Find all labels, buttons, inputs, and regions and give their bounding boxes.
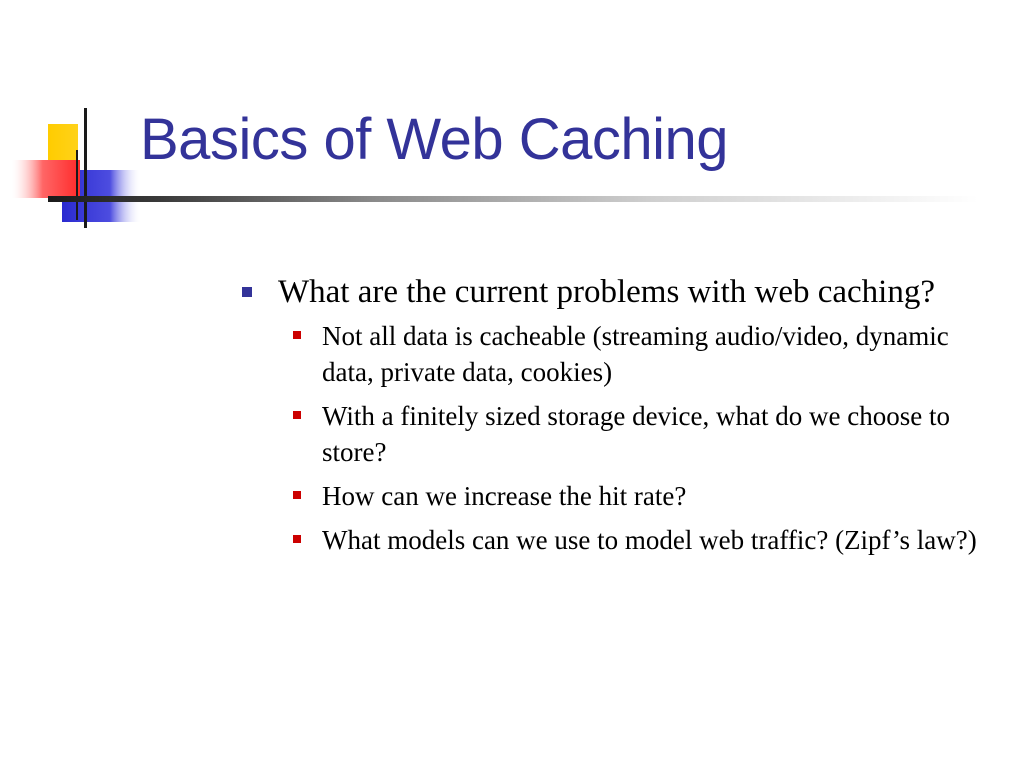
sub-bullet-item	[240, 398, 980, 470]
colored-squares-logo	[0, 0, 150, 240]
sub-bullet-item	[240, 478, 980, 514]
square-bullet-icon	[293, 411, 301, 419]
square-bullet-icon	[293, 535, 301, 543]
slide-title: Basics of Web Caching	[140, 107, 729, 172]
bullet-item	[240, 272, 980, 312]
square-bullet-icon	[293, 331, 301, 339]
sub-bullet-text: Not all data is cacheable (streaming audio/video, dynamic data, private data, cookies)	[322, 321, 949, 387]
title-divider	[48, 196, 978, 202]
sub-bullet-text: What models can we use to model web traffic? (Zipf’s law?)	[322, 525, 977, 555]
sub-bullet-text: How can we increase the hit rate?	[322, 481, 687, 511]
square-bullet-icon	[242, 287, 252, 297]
slide-content	[240, 272, 980, 566]
sub-bullet-item	[240, 318, 980, 390]
sub-bullet-list	[240, 318, 980, 558]
sub-bullet-text: With a finitely sized storage device, what do we choose to store?	[322, 401, 950, 467]
sub-bullet-item	[240, 522, 980, 558]
square-bullet-icon	[293, 491, 301, 499]
bullet-text: What are the current problems with web caching?	[278, 274, 935, 310]
